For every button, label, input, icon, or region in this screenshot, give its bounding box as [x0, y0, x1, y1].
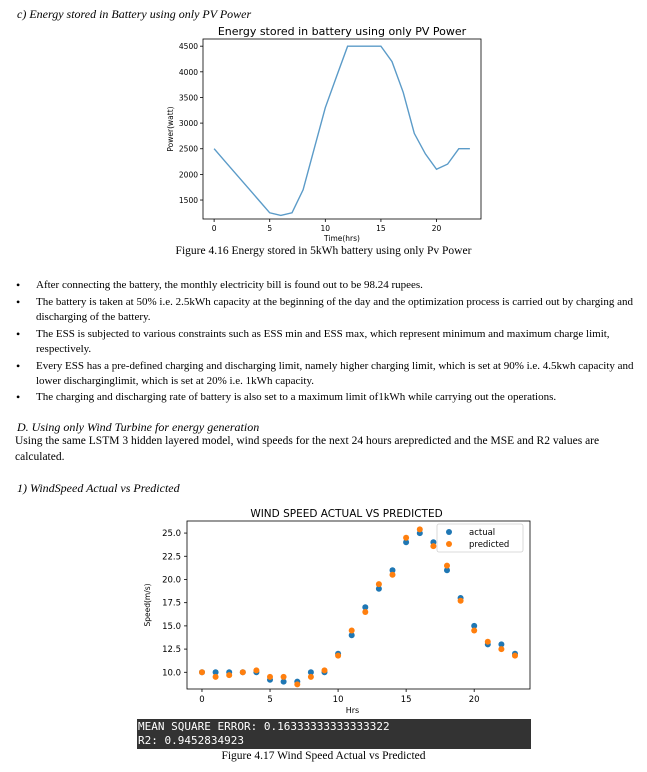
legend-label-predicted: predicted — [469, 540, 510, 550]
y-tick-label: 4500 — [178, 42, 198, 52]
y-tick-label: 22.5 — [162, 552, 181, 563]
y-tick-label: 15.0 — [162, 621, 181, 632]
subsection-heading: 1) WindSpeed Actual vs Predicted — [17, 481, 180, 495]
section-c-heading: c) Energy stored in Battery using only PV Power — [17, 7, 252, 21]
data-point-predicted — [294, 681, 300, 687]
y-tick-label: 4000 — [178, 67, 198, 77]
data-point-predicted — [335, 653, 341, 659]
x-axis-label: Time(hrs) — [324, 234, 360, 243]
data-point-predicted — [240, 669, 246, 675]
x-tick-label: 20 — [468, 695, 480, 705]
data-point-predicted — [362, 609, 368, 615]
data-point-predicted — [444, 563, 450, 569]
y-tick-label: 17.5 — [162, 598, 181, 609]
data-point-predicted — [376, 581, 382, 587]
y-tick-label: 10.0 — [162, 668, 181, 679]
x-tick-label: 0 — [211, 224, 217, 233]
x-axis-label: Hrs — [345, 706, 360, 715]
y-tick-label: 3000 — [178, 119, 198, 129]
data-point-predicted — [281, 674, 287, 680]
data-point-predicted — [199, 669, 205, 675]
data-point-predicted — [253, 667, 259, 673]
x-tick-label: 5 — [267, 224, 273, 233]
section-d-paragraph: Using the same LSTM 3 hidden layered model, wind speeds for the next 24 hours arepredicted and the MSE and R2 values are calculated. — [15, 435, 600, 463]
y-tick-label: 25.0 — [162, 529, 181, 540]
y-tick-label: 3500 — [178, 93, 198, 103]
data-point-predicted — [498, 646, 504, 652]
bullet-item: • The battery is taken at 50% i.e. 2.5kWh capacity at the beginning of the day and the optimization process is carried out by charging and discharging of the battery. — [16, 295, 634, 325]
data-point-predicted — [308, 674, 314, 680]
chart-title: WIND SPEED ACTUAL VS PREDICTED — [250, 508, 443, 520]
data-point-predicted — [471, 628, 477, 634]
y-tick-label: 1500 — [178, 196, 198, 206]
legend-marker-actual — [446, 529, 452, 535]
x-tick-label: 20 — [431, 224, 442, 233]
bullet-item: • Every ESS has a pre-defined charging and discharging limit, namely higher charging limit, which is set at 90% i.e. 4.5kwh capacity and lower discharginglimit, which is set at 20% i.e. 1kWh capacity. — [16, 359, 634, 389]
y-tick-label: 2000 — [178, 170, 198, 180]
data-point-predicted — [226, 672, 232, 678]
x-tick-label: 5 — [267, 695, 273, 705]
data-point-predicted — [213, 674, 219, 680]
data-point-predicted — [512, 653, 518, 659]
y-axis-label: Power(watt) — [166, 106, 175, 152]
plot-area — [203, 39, 481, 219]
wind-speed-chart — [137, 502, 531, 719]
chart-title: Energy stored in battery using only PV Power — [217, 25, 467, 38]
y-tick-label: 2500 — [178, 144, 198, 154]
bullet-item: • After connecting the battery, the monthly electricity bill is found out to be 98.24 rupees. — [16, 278, 634, 293]
data-point-predicted — [485, 639, 491, 645]
figure-4-17-caption: Figure 4.17 Wind Speed Actual vs Predicted — [221, 750, 426, 762]
legend-label-actual: actual — [469, 528, 496, 538]
x-tick-label: 0 — [199, 695, 205, 705]
figure-4-16-caption: Figure 4.16 Energy stored in 5kWh battery using only Pv Power — [175, 245, 472, 257]
bullet-item: • The ESS is subjected to various constraints such as ESS min and ESS max, which represent minimum and maximum charge limit, respectively. — [16, 327, 634, 357]
y-tick-label: 20.0 — [162, 575, 181, 586]
data-point-predicted — [430, 543, 436, 549]
bullet-list — [16, 278, 634, 407]
energy-stored-chart — [150, 22, 490, 248]
y-tick-label: 12.5 — [162, 645, 181, 656]
legend-marker-predicted — [446, 541, 452, 547]
x-tick-label: 10 — [332, 695, 344, 705]
x-tick-label: 15 — [400, 695, 412, 705]
data-point-predicted — [403, 535, 409, 541]
section-d-heading: D. Using only Wind Turbine for energy generation — [17, 420, 260, 434]
bullet-item: • The charging and discharging rate of battery is also set to a maximum limit of1kWh while carrying out the operations. — [16, 390, 634, 405]
x-tick-label: 15 — [376, 224, 386, 233]
y-axis-label: Speed(m/s) — [143, 583, 152, 627]
data-point-predicted — [322, 667, 328, 673]
data-point-predicted — [458, 598, 464, 604]
data-point-predicted — [267, 674, 273, 680]
data-point-predicted — [390, 572, 396, 578]
data-point-predicted — [417, 526, 423, 532]
x-tick-label: 10 — [320, 224, 331, 233]
r2-output: R2: 0.9452834923 — [138, 734, 244, 747]
mse-output: MEAN SQUARE ERROR: 0.16333333333333322 — [138, 720, 390, 733]
console-output — [137, 719, 531, 749]
data-point-predicted — [349, 628, 355, 634]
